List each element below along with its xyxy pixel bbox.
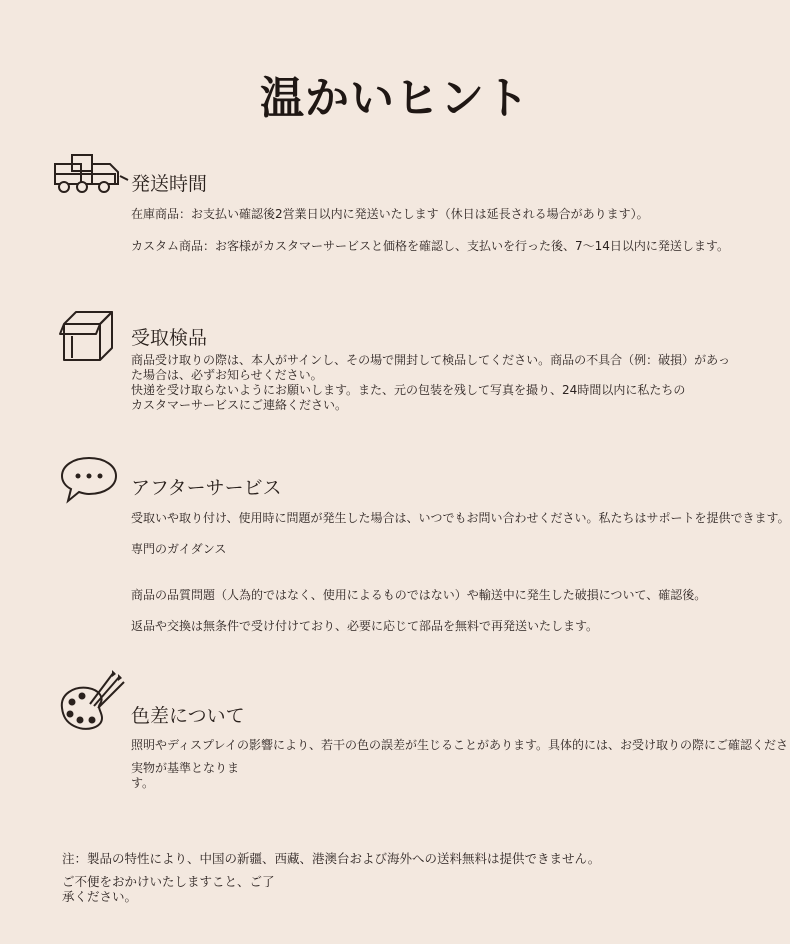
section-heading-after-service: アフターサービス (131, 477, 282, 499)
section-text: 在庫商品：お支払い確認後2営業日以内に発送いたします（休日は延長される場合があります）。 (131, 207, 649, 221)
palette-icon (56, 668, 128, 738)
section-text: 快递を受け取らないようにお願いします。また、元の包装を残して写真を撮り、24時間以内に私たちの (131, 383, 686, 397)
section-text: 照明やディスプレイの影響により、若干の色の誤差が生じることがあります。具体的には、お受け取りの際にご確認くださ (131, 738, 789, 752)
section-text: す。 (131, 776, 155, 790)
section-text: 商品受け取りの際は、本人がサインし、その場で開封して検品してください。商品の不具合（例：破損）があっ (131, 353, 731, 367)
section-text: カスタマーサービスにご連絡ください。 (131, 398, 348, 412)
chat-bubble-icon (58, 455, 120, 509)
box-icon (58, 308, 118, 368)
truck-icon (52, 152, 130, 200)
section-text: 受取いや取り付け、使用時に問題が発生した場合は、いつでもお問い合わせください。私たちはサポートを提供できます。 (131, 511, 790, 525)
note-text: 承ください。 (62, 889, 138, 904)
section-text: 実物が基準となりま (131, 761, 240, 775)
section-heading-shipping: 発送時間 (131, 173, 208, 195)
section-text: 返品や交換は無条件で受け付けており、必要に応じて部品を無料で再発送いたします。 (131, 619, 599, 633)
section-text: 商品の品質問題（人為的ではなく、使用によるものではない）や輸送中に発生した破損について、確認後。 (131, 588, 707, 602)
section-heading-inspection: 受取検品 (131, 327, 208, 349)
page-title: 温かいヒント (260, 73, 530, 124)
note-text: 注：製品の特性により、中国の新疆、西藏、港澳台および海外への送料無料は提供できません。 (62, 851, 601, 866)
section-heading-color-difference: 色差について (131, 705, 245, 727)
section-text: た場合は、必ずお知らせください。 (131, 368, 323, 382)
section-text: カスタム商品：お客様がカスタマーサービスと価格を確認し、支払いを行った後、7〜14日以内に発送します。 (131, 239, 729, 253)
section-text: 専門のガイダンス (131, 542, 227, 556)
note-text: ご不便をおかけいたしますこと、ご了 (62, 874, 275, 889)
